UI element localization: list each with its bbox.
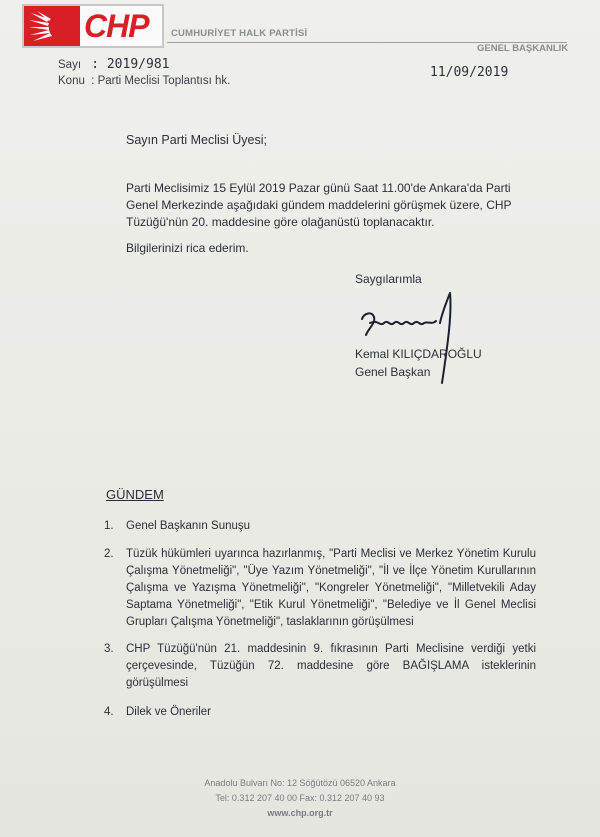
konu-label: Konu [58, 75, 85, 87]
footer-address: Anadolu Bulvarı No: 12 Söğütözü 06520 Ankara [204, 778, 396, 788]
agenda-item-number: 4. [104, 706, 114, 718]
agenda-item-text: Genel Başkanın Sunuşu [126, 520, 251, 532]
footer-phone: Tel: 0.312 207 40 00 Fax: 0.312 207 40 93 [215, 793, 385, 803]
agenda-item [96, 546, 536, 631]
konu-value: : Parti Meclisi Toplantısı hk. [91, 75, 231, 87]
sayi-row [58, 57, 169, 72]
salutation: Sayın Parti Meclisi Üyesi; [126, 133, 268, 147]
closing: Saygılarımla [355, 272, 422, 286]
chp-logo [22, 4, 164, 48]
letter-date: 11/09/2019 [430, 65, 509, 80]
footer-website: www.chp.org.tr [267, 808, 333, 818]
agenda-item-text: CHP Tüzüğü'nün 21. maddesinin 9. fıkrasının Parti Meclisine verdiği yetki çerçevesinde, Tüzüğün 72. maddesine göre BAĞIŞLAMA isteklerinin görüşülmesi [126, 643, 536, 689]
agenda-item [96, 704, 536, 721]
sayi-label: Sayı [58, 59, 82, 71]
agenda-item-number: 3. [104, 643, 114, 655]
agenda-title: GÜNDEM [106, 487, 164, 502]
agenda-item [96, 518, 536, 535]
signer-name: Kemal KILIÇDAROĞLU [355, 347, 482, 361]
department-name: GENEL BAŞKANLIK [477, 43, 569, 54]
agenda-item [96, 641, 536, 692]
agenda-item-number: 1. [104, 520, 114, 532]
konu-row [58, 75, 230, 87]
six-arrows-emblem-icon [24, 6, 80, 46]
signer-title: Genel Başkan [355, 365, 431, 379]
handwritten-signature [350, 283, 470, 398]
sayi-value: : 2019/981 [91, 57, 170, 72]
logo-wordmark: CHP [84, 7, 149, 44]
agenda-item-text: Dilek ve Öneriler [126, 706, 211, 718]
agenda-item-text: Tüzük hükümleri uyarınca hazırlanmış, "Parti Meclisi ve Merkez Yönetim Kurulu Çalışma Yönetmeliği", "Üye Yazım Yönetmeliği", "İl ve İlçe Yönetim Kurullarının Çalışma ve Yazışma Yönetmeliği", "Kongreler Yönetmeliği", "Milletvekili Aday Saptama Yönetmeliği", "Etik Kurul Yönetmeliği", "Belediye ve İl Genel Meclisi Grupları Çalışma Yönetmeliği", taslaklarının görüşülmesi [126, 548, 536, 628]
party-name: CUMHURİYET HALK PARTİSİ [171, 28, 308, 39]
letter-paragraph: Parti Meclisimiz 15 Eylül 2019 Pazar günü Saat 11.00'de Ankara'da Parti Genel Merkezinde aşağıdaki gündem maddelerini görüşmek üzere, CHP Tüzüğü'nün 20. maddesine göre olağanüstü toplanacaktır. [126, 181, 512, 229]
agenda-item-number: 2. [104, 548, 114, 560]
info-line: Bilgilerinizi rica ederim. [126, 241, 249, 255]
